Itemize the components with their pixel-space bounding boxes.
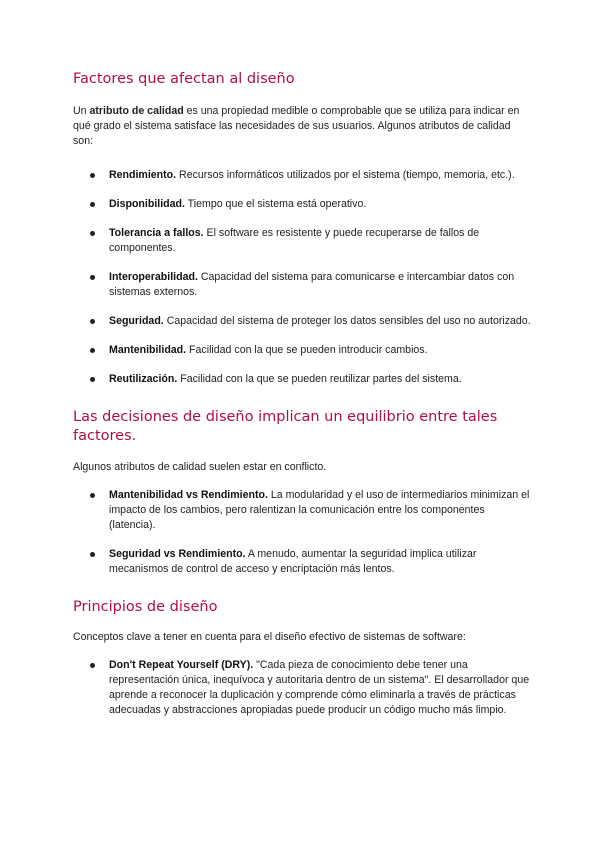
bullet-icon (90, 348, 95, 353)
bullet-icon (90, 377, 95, 382)
conflicts-list (73, 488, 533, 577)
list-item: Interoperabilidad. Capacidad del sistema para comunicarse e intercambiar datos con sistemas externos. (73, 270, 533, 300)
bold-term: atributo de calidad (89, 105, 184, 117)
bullet-icon (90, 319, 95, 324)
bullet-icon (90, 275, 95, 280)
bullet-icon (90, 231, 95, 236)
section-intro-paragraph: Conceptos clave a tener en cuenta para el diseño efectivo de sistemas de software: (73, 631, 466, 643)
section-intro-paragraph: Un atributo de calidad es una propiedad medible o comprobable que se utiliza para indicar en qué grado el sistema satisface las necesidades de sus usuarios. Algunos atributos de calidad son: (73, 105, 520, 147)
list-item: Seguridad. Capacidad del sistema de proteger los datos sensibles del uso no autorizado. (73, 314, 533, 329)
list-item: Seguridad vs Rendimiento. A menudo, aumentar la seguridad implica utilizar mecanismos de control de acceso y encriptación más lentos. (73, 547, 533, 577)
bullet-icon (90, 173, 95, 178)
list-item: Disponibilidad. Tiempo que el sistema está operativo. (73, 197, 533, 212)
list-item: Rendimiento. Recursos informáticos utilizados por el sistema (tiempo, memoria, etc.). (73, 168, 533, 183)
bullet-icon (90, 552, 95, 557)
bullet-icon (90, 202, 95, 207)
section-intro-paragraph: Algunos atributos de calidad suelen estar en conflicto. (73, 461, 327, 473)
principles-list (73, 658, 533, 718)
quality-attributes-list (73, 168, 533, 387)
list-item: Reutilización. Facilidad con la que se pueden reutilizar partes del sistema. (73, 372, 533, 387)
section-heading-decisiones: Las decisiones de diseño implican un equilibrio entre tales factores. (73, 409, 498, 444)
list-item: Mantenibilidad. Facilidad con la que se pueden introducir cambios. (73, 343, 533, 358)
list-item: Tolerancia a fallos. El software es resistente y puede recuperarse de fallos de componentes. (73, 226, 533, 256)
document-content (73, 70, 533, 718)
section-heading-principios: Principios de diseño (73, 599, 218, 615)
section-heading-factores: Factores que afectan al diseño (73, 71, 295, 87)
list-item: Mantenibilidad vs Rendimiento. La modularidad y el uso de intermediarios minimizan el impacto de los cambios, pero ralentizan la comunicación entre los componentes (latencia). (73, 488, 533, 533)
bullet-icon (90, 663, 95, 668)
bullet-icon (90, 493, 95, 498)
list-item: Don't Repeat Yourself (DRY). "Cada pieza de conocimiento debe tener una representación única, inequívoca y autoritaria dentro de un sistema". El desarrollador que aprende a reconocer la duplicación y comprende cómo eliminarla a través de prácticas adecuadas y abstracciones apropiadas puede producir un código mucho más limpio. (73, 658, 533, 718)
